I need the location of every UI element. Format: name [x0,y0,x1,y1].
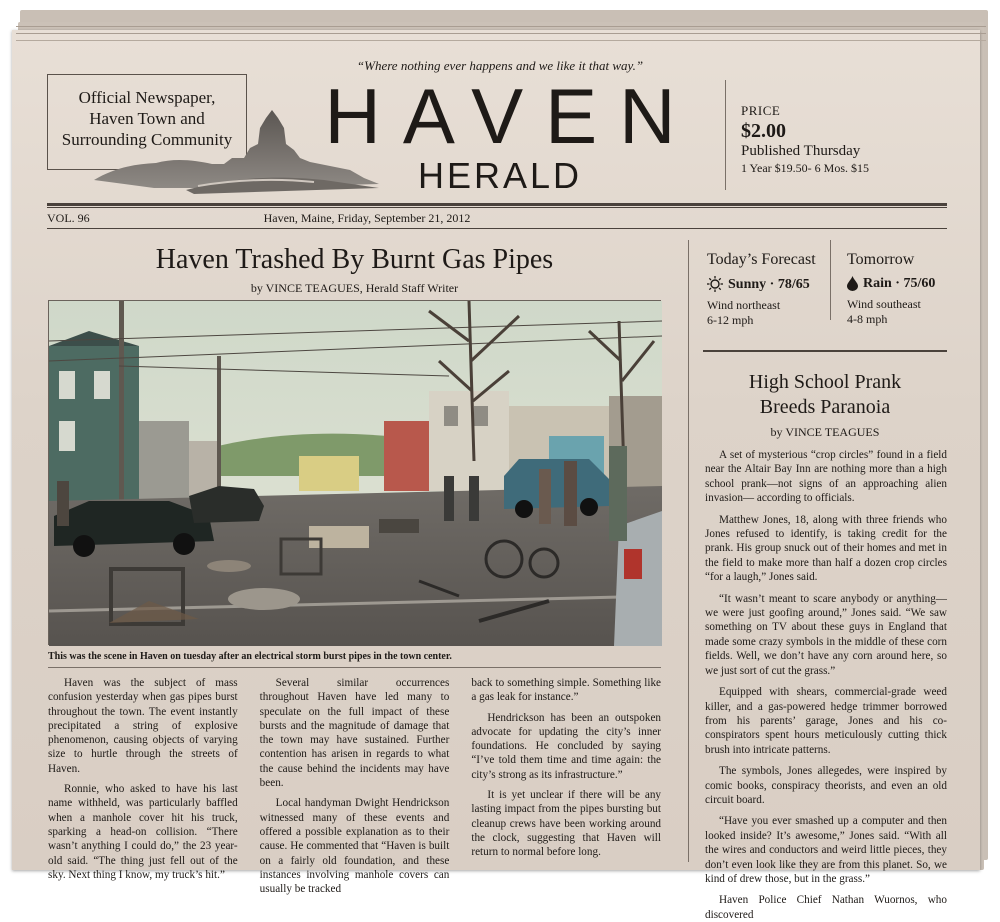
paper-edge [16,26,986,27]
paragraph: back to something simple. Something like a gas leak for instance.” [471,677,662,704]
main-story-columns [48,676,662,896]
forecast-today-condition [707,276,816,292]
photo-caption: This was the scene in Haven on tuesday after an electrical storm burst pipes in the town center. [48,651,452,662]
paragraph: It is yet unclear if there will be any lasting impact from the pipes bursting but cleanup crews have been working around the clock, suggesting that Haven will return to normal before long. [471,789,662,859]
price-label: PRICE [741,103,781,118]
sidebar-rule [703,350,947,352]
subscription-rates: 1 Year $19.50- 6 Mos. $15 [741,161,870,175]
forecast-today [707,250,816,328]
sun-icon [707,276,723,292]
forecast-tomorrow-wind: Wind southeast [847,297,921,311]
side-story-body [705,448,947,921]
paragraph: “It wasn’t meant to scare anybody or anything—we were just goofing around,” Jones said. “We saw something on TV about these guys in England that made some crazy symbols in the middle of these corn fields. Well, we don’t have any corn around here, so we just sort of cut the grass.” [705,592,947,677]
forecast-tomorrow [847,250,935,327]
paragraph: Local handyman Dwight Hendrickson witnessed many of these events and offered a possible explanation as to their cause. He commented that “Haven is built on a fairly old foundation, and these instances involving manhole covers can usually be tracked [259,797,450,896]
masthead-title-herald: HERALD [417,155,583,196]
masthead-tagline: “Where nothing ever happens and we like it that way.” [356,58,644,73]
story-column [471,676,661,861]
paragraph: Haven was the subject of mass confusion yesterday when gas pipes burst throughout the town. The event instantly precipitated a string of explosive phenomenon, causing objects of varying size to hurtle through the streets of Haven. [48,677,238,775]
paragraph: Several similar occurrences throughout Haven have led many to speculate on the full impact of these bursts and the magnitude of damage that the town may have sustained. Further contention has arisen in regards to what the cause behind the incidents may have been. [259,677,450,790]
main-headline: Haven Trashed By Burnt Gas Pipes [155,244,554,275]
price-box [741,102,941,177]
volume-number: VOL. 96 [47,211,90,225]
intro-line: Surrounding Community [61,130,233,149]
side-headline-line: Breeds Paranoia [759,396,891,418]
street-scene-illustration [49,301,662,646]
paper-edge [16,40,986,41]
main-byline: by VINCE TEAGUES, Herald Staff Writer [250,281,459,295]
story-column [259,676,450,896]
forecast-tomorrow-text: Rain · 75/60 [863,276,936,291]
side-byline: by VINCE TEAGUES [770,425,880,439]
paragraph: Equipped with shears, commercial-grade weed killer, and a gas-powered hedge trimmer borrowed from his parents’ garage, Jones and his co-conspirators spent hours meticulously cutting thick brush into intricate patterns. [705,686,947,756]
dateline-rule [47,228,947,229]
masthead-divider [725,80,726,190]
forecast-divider [830,240,831,320]
intro-line: Haven Town and [89,109,205,128]
price-value: $2.00 [741,120,786,142]
street-scene-photo [48,300,661,645]
paragraph: Matthew Jones, 18, along with three friends who Jones refused to identify, is taking credit for the prank. His group snuck out of their homes and met in the field to make more than half a dozen crop circles “for a laugh,” Jones said. [705,513,947,584]
paragraph: “Have you ever smashed up a computer and then looked inside? It’s awesome,” Jones said. “With all the wires and conductors and weird little pieces, they don’t even look like they are from this planet. So, we kind of drew those, but in the grass.” [705,815,947,885]
issue-date: Haven, Maine, Friday, September 21, 2012 [263,211,471,225]
forecast-today-speed: 6-12 mph [707,313,754,327]
publication-day: Published Thursday [741,143,861,159]
paragraph: Haven Police Chief Nathan Wuornos, who discovered [705,894,947,921]
forecast-tomorrow-speed: 4-8 mph [847,312,888,326]
masthead-title-haven: HAVEN [324,72,698,160]
side-headline [703,370,947,420]
intro-line: Official Newspaper, [78,88,216,107]
paragraph: Hendrickson has been an outspoken advocate for updating the city’s inner foundations. He concluded by saying “I’ve told them time and time again: the city’s strong as its infrastructure.” [471,711,662,781]
paper-edge [16,33,986,34]
story-column [48,676,238,881]
forecast-tomorrow-title: Tomorrow [847,251,915,268]
forecast-today-text: Sunny · 78/65 [728,276,810,292]
paragraph: The symbols, Jones allegedes, were inspired by comic books, conspiracy theorists, and even an old circuit board. [705,765,947,806]
forecast-today-title: Today’s Forecast [707,251,816,268]
masthead-rule [47,207,947,208]
paragraph: A set of mysterious “crop circles” found in a field near the Altair Bay Inn are nothing more than a high school prank—not signs of an approaching alien invasion— according to officials. [705,449,947,505]
forecast-today-wind: Wind northeast [707,298,781,312]
caption-rule [48,667,661,668]
sidebar-divider [688,240,689,862]
raindrop-icon [847,276,858,291]
forecast-tomorrow-condition [847,276,935,291]
paragraph: Ronnie, who asked to have his last name withheld, was particularly baffled when a manhole cover hit his truck, sparking a head-on collision. “There wasn’t anything I could do,” the 23 year-old said. “The thing just fell out of the sky. Next thing I know, my truck’s hit.” [48,783,238,881]
side-headline-line: High School Prank [748,371,902,393]
masthead-rule [47,203,947,206]
